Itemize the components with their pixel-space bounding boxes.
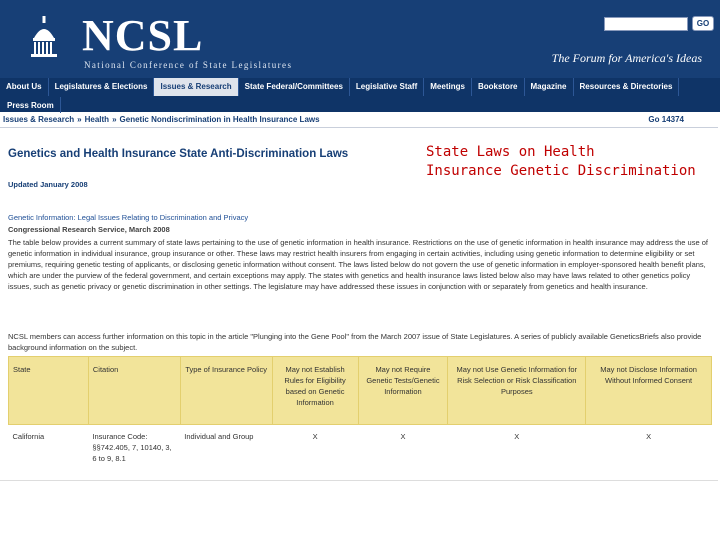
breadcrumb-bar xyxy=(0,113,718,128)
column-header-eligibility: May not Establish Rules for Eligibility based on Genetic Information xyxy=(272,357,358,425)
table-row xyxy=(9,425,712,485)
overlay-heading-line2: Insurance Genetic Discrimination xyxy=(426,163,696,179)
page-title: Genetics and Health Insurance State Anti-Discrimination Laws xyxy=(8,148,349,160)
nav-item-meetings[interactable]: Meetings xyxy=(424,78,472,96)
nav-item-legislative-staff[interactable]: Legislative Staff xyxy=(350,78,424,96)
breadcrumb xyxy=(3,115,320,124)
column-header-state: State xyxy=(9,357,89,425)
tagline: The Forum for America's Ideas xyxy=(551,51,702,65)
table-bottom-rule xyxy=(0,480,718,481)
members-note: NCSL members can access further information on this topic in the article "Plunging into the Gene Pool" from the March 2007 issue of State Legislatures. A series of publicly available GeneticsBriefs also provide background information on the subject. xyxy=(8,332,702,352)
column-header-citation: Citation xyxy=(88,357,180,425)
column-header-disclose: May not Disclose Information Without Informed Consent xyxy=(586,357,712,425)
table-header-row xyxy=(9,357,712,425)
breadcrumb-health[interactable]: Health xyxy=(84,115,110,124)
breadcrumb-separator: » xyxy=(77,115,82,124)
breadcrumb-current: Genetic Nondiscrimination in Health Insurance Laws xyxy=(119,115,320,124)
overlay-heading xyxy=(426,143,696,181)
site-header xyxy=(0,0,720,78)
updated-date: Updated January 2008 xyxy=(8,180,88,189)
source-org: Congressional Research Service, March 2008 xyxy=(8,225,170,234)
main-nav xyxy=(0,78,720,112)
nav-item-legislatures-elections[interactable]: Legislatures & Elections xyxy=(49,78,155,96)
column-header-risk-selection: May not Use Genetic Information for Risk Selection or Risk Classification Purposes xyxy=(448,357,586,425)
logo-subtitle: National Conference of State Legislatures xyxy=(84,60,293,70)
nav-item-press-room[interactable]: Press Room xyxy=(1,97,61,115)
ncsl-logo[interactable] xyxy=(24,8,293,70)
breadcrumb-separator: » xyxy=(112,115,117,124)
cell-risk-selection: X xyxy=(514,432,520,441)
column-header-require-tests: May not Require Genetic Tests/Genetic Information xyxy=(358,357,448,425)
nav-item-bookstore[interactable]: Bookstore xyxy=(472,78,525,96)
logo-name: NCSL xyxy=(82,11,204,60)
search-go-button[interactable]: GO xyxy=(692,16,714,31)
nav-item-state-federal[interactable]: State Federal/Committees xyxy=(239,78,350,96)
intro-paragraph: The table below provides a current summary of state laws pertaining to the use of genetic information in health insurance. Restrictions on the use of genetic information in health insurance may address the use of genetic information in individual insurance, group insurance or other. These laws may restrict health insurers from engaging in certain activities, including using genetic information to determine eligibility or set premiums, requiring genetic testing of applicants, or disclosing genetic information without consent. The laws listed below do not govern the use of genetic information in employer-sponsored health benefit plans, which are under the purview of the federal government, and certain exceptions may apply. The states with genetics and health insurance laws listed below also may have laws related to other genetics policy issues, such as genetic privacy or genetic discrimination in other settings. The legislature may have addressed these issues in conjunction with or separately from genetics and health insurance. xyxy=(8,238,708,291)
cell-citation[interactable]: Insurance Code: §§742.405, 7, 10140, 3, 6 to 9, 8.1 xyxy=(92,432,172,463)
nav-item-issues-research[interactable]: Issues & Research xyxy=(154,78,238,96)
cell-require-tests: X xyxy=(400,432,406,441)
search-input[interactable] xyxy=(604,17,688,31)
page-id[interactable]: Go 14374 xyxy=(648,115,684,124)
cell-eligibility: X xyxy=(312,432,318,441)
breadcrumb-issues-research[interactable]: Issues & Research xyxy=(3,115,75,124)
cell-policy: Individual and Group xyxy=(184,432,254,441)
state-laws-table xyxy=(8,356,712,485)
nav-item-magazine[interactable]: Magazine xyxy=(525,78,574,96)
nav-item-resources-directories[interactable]: Resources & Directories xyxy=(574,78,680,96)
overlay-heading-line1: State Laws on Health xyxy=(426,144,595,160)
capitol-dome-icon xyxy=(30,16,58,58)
nav-item-about-us[interactable]: About Us xyxy=(0,78,49,96)
column-header-policy-type: Type of Insurance Policy xyxy=(180,357,272,425)
nav-row xyxy=(0,78,720,96)
source-link[interactable]: Genetic Information: Legal Issues Relating to Discrimination and Privacy xyxy=(8,213,249,222)
cell-disclose: X xyxy=(646,432,652,441)
cell-state: California xyxy=(12,432,45,441)
